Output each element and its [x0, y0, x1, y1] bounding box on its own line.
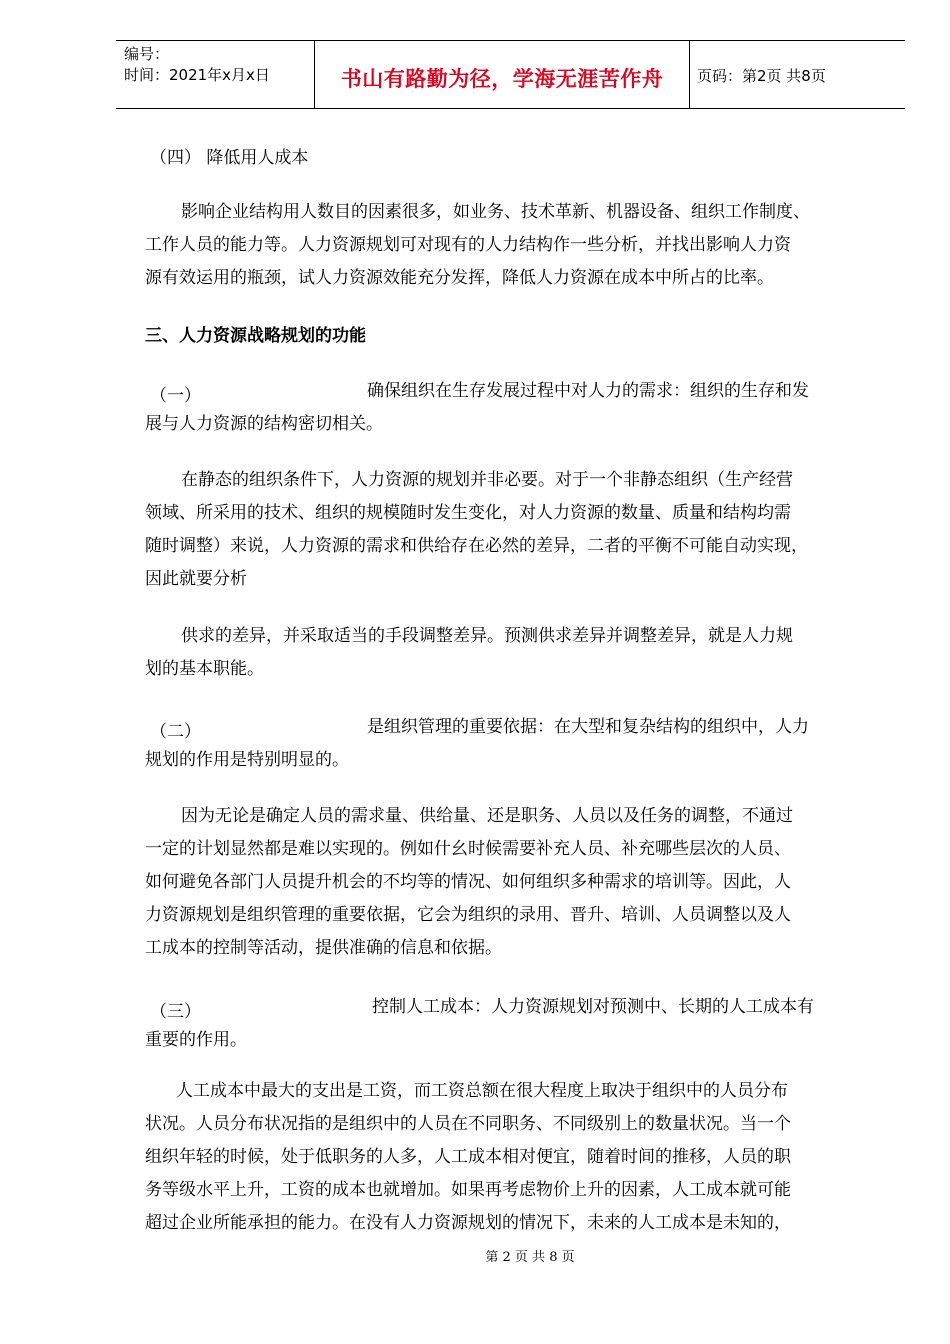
paragraph-line: 供求的差异，并采取适当的手段调整差异。预测供求差异并调整差异，就是人力规	[181, 626, 793, 646]
motto: 书山有路勤为径，学海无涯苦作舟	[340, 67, 664, 91]
chapter-heading: 三、人力资源战略规划的功能	[145, 326, 366, 346]
header-meta-cell	[116, 41, 313, 108]
item-title: 确保组织在生存发展过程中对人力的需求：组织的生存和发	[367, 381, 809, 401]
header-page-number: 页码：第2页 共8页	[697, 67, 826, 85]
paragraph-line: 随时调整）来说，人力资源的需求和供给存在必然的差异，二者的平衡不可能自动实现，	[145, 536, 808, 556]
paragraph-line: 组织年轻的时候，处于低职务的人多，人工成本相对便宜，随着时间的推移，人员的职	[145, 1147, 791, 1167]
page-header	[116, 40, 905, 109]
paragraph-line: 如何避免各部门人员提升机会的不均等的情况、如何组织多种需求的培训等。因此，人	[145, 872, 791, 892]
header-page-cell	[689, 41, 905, 108]
doc-time: 时间：2021年x月x日	[124, 66, 270, 84]
item-title: 控制人工成本：人力资源规划对预测中、长期的人工成本有	[372, 997, 814, 1017]
item-title: 重要的作用。	[145, 1030, 247, 1050]
doc-number: 编号：	[124, 45, 170, 63]
paragraph-line: 影响企业结构用人数目的因素很多，如业务、技术革新、机器设备、组织工作制度、	[181, 202, 810, 222]
paragraph-line: 超过企业所能承担的能力。在没有人力资源规划的情况下，未来的人工成本是未知的，	[145, 1213, 791, 1233]
item-title: 规划的作用是特别明显的。	[145, 750, 349, 770]
paragraph-line: 一定的计划显然都是难以实现的。例如什幺时候需要补充人员、补充哪些层次的人员、	[145, 839, 791, 859]
item-marker: （二）	[150, 722, 201, 742]
header-motto-cell	[314, 41, 690, 108]
paragraph-line: 领域、所采用的技术、组织的规模随时发生变化，对人力资源的数量、质量和结构均需	[145, 503, 791, 523]
paragraph-line: 工成本的控制等活动，提供准确的信息和依据。	[145, 938, 502, 958]
paragraph-line: 划的基本职能。	[145, 659, 264, 679]
paragraph-line: 人工成本中最大的支出是工资，而工资总额在很大程度上取决于组织中的人员分布	[176, 1081, 788, 1101]
paragraph-line: 因为无论是确定人员的需求量、供给量、还是职务、人员以及任务的调整，不通过	[181, 806, 793, 826]
item-title: 展与人力资源的结构密切相关。	[145, 414, 383, 434]
paragraph-line: 源有效运用的瓶颈，试人力资源效能充分发挥，降低人力资源在成本中所占的比率。	[145, 268, 774, 288]
item-marker: （三）	[150, 1002, 201, 1022]
item-marker: （一）	[150, 386, 201, 406]
page-footer: 第 2 页 共 8 页	[485, 1250, 575, 1265]
paragraph-line: 状况。人员分布状况指的是组织中的人员在不同职务、不同级别上的数量状况。当一个	[145, 1114, 791, 1134]
paragraph-line: 工作人员的能力等。人力资源规划可对现有的人力结构作一些分析，并找出影响人力资	[145, 235, 791, 255]
paragraph-line: 在静态的组织条件下，人力资源的规划并非必要。对于一个非静态组织（生产经营	[181, 470, 793, 490]
item-title: 是组织管理的重要依据：在大型和复杂结构的组织中，人力	[367, 717, 809, 737]
paragraph-line: 务等级水平上升，工资的成本也就增加。如果再考虑物价上升的因素，人工成本就可能	[145, 1180, 791, 1200]
paragraph-line: 力资源规划是组织管理的重要依据，它会为组织的录用、晋升、培训、人员调整以及人	[145, 905, 791, 925]
paragraph-line: 因此就要分析	[145, 569, 247, 589]
section-heading: （四） 降低用人成本	[150, 148, 309, 168]
